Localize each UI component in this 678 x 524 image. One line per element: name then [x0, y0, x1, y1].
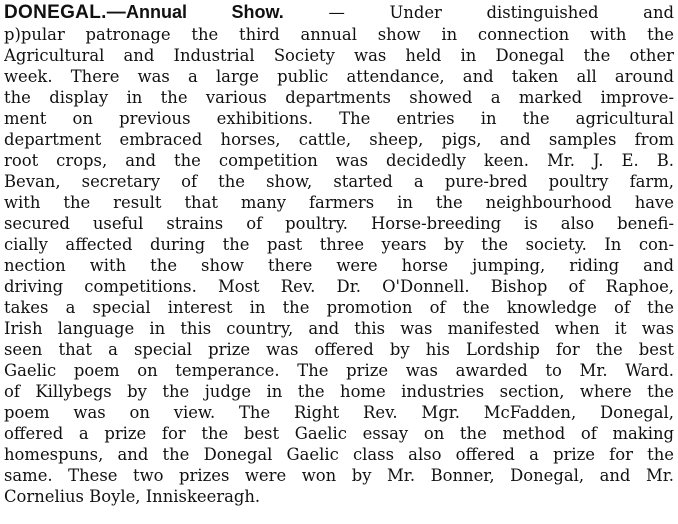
- article-line: driving competitions. Most Rev. Dr. O'Donnell. Bishop of Raphoe,: [4, 276, 674, 296]
- article-line: root crops, and the competition was decidedly keen. Mr. J. E. B.: [4, 150, 674, 170]
- headline-place: DONEGAL.: [4, 2, 107, 23]
- article-line: the display in the various departments showed a marked improve-: [4, 87, 674, 107]
- headline-lead-text: — Under distinguished and: [283, 3, 674, 22]
- article-line: offered a prize for the best Gaelic essay on the method of making: [4, 423, 674, 443]
- article-line: p)pular patronage the third annual show in connection with the: [4, 24, 674, 44]
- article-line: Cornelius Boyle, Inniskeeragh.: [4, 486, 261, 506]
- article-line: Gaelic poem on temperance. The prize was awarded to Mr. Ward.: [4, 360, 674, 380]
- article-line: poem was on view. The Right Rev. Mgr. McFadden, Donegal,: [4, 402, 674, 422]
- headline-dash: —: [106, 2, 126, 23]
- article-line: with the result that many farmers in the neighbourhood have: [4, 192, 674, 212]
- article-line: homespuns, and the Donegal Gaelic class also offered a prize for the: [4, 444, 674, 464]
- article-line: week. There was a large public attendance, and taken all around: [4, 66, 674, 86]
- article-line: Bevan, secretary of the show, started a pure-bred poultry farm,: [4, 171, 674, 191]
- article-line: Irish language in this country, and this was manifested when it was: [4, 318, 674, 338]
- article-line: cially affected during the past three years by the society. In con-: [4, 234, 674, 254]
- article-line: secured useful strains of poultry. Horse-breeding is also benefi-: [4, 213, 674, 233]
- article-line: Agricultural and Industrial Society was held in Donegal the other: [4, 45, 674, 65]
- article-line: takes a special interest in the promotion of the knowledge of the: [4, 297, 674, 317]
- article-line: of Killybegs by the judge in the home industries section, where the: [4, 381, 674, 401]
- article-line: ment on previous exhibitions. The entries in the agricultural: [4, 108, 674, 128]
- article-line: nection with the show there were horse jumping, riding and: [4, 255, 674, 275]
- article-headline: [4, 2, 674, 24]
- article-line: seen that a special prize was offered by his Lordship for the best: [4, 339, 674, 359]
- article-line: same. These two prizes were won by Mr. Bonner, Donegal, and Mr.: [4, 465, 674, 485]
- article-line: department embraced horses, cattle, sheep, pigs, and samples from: [4, 129, 674, 149]
- headline-title: Annual Show.: [126, 2, 284, 22]
